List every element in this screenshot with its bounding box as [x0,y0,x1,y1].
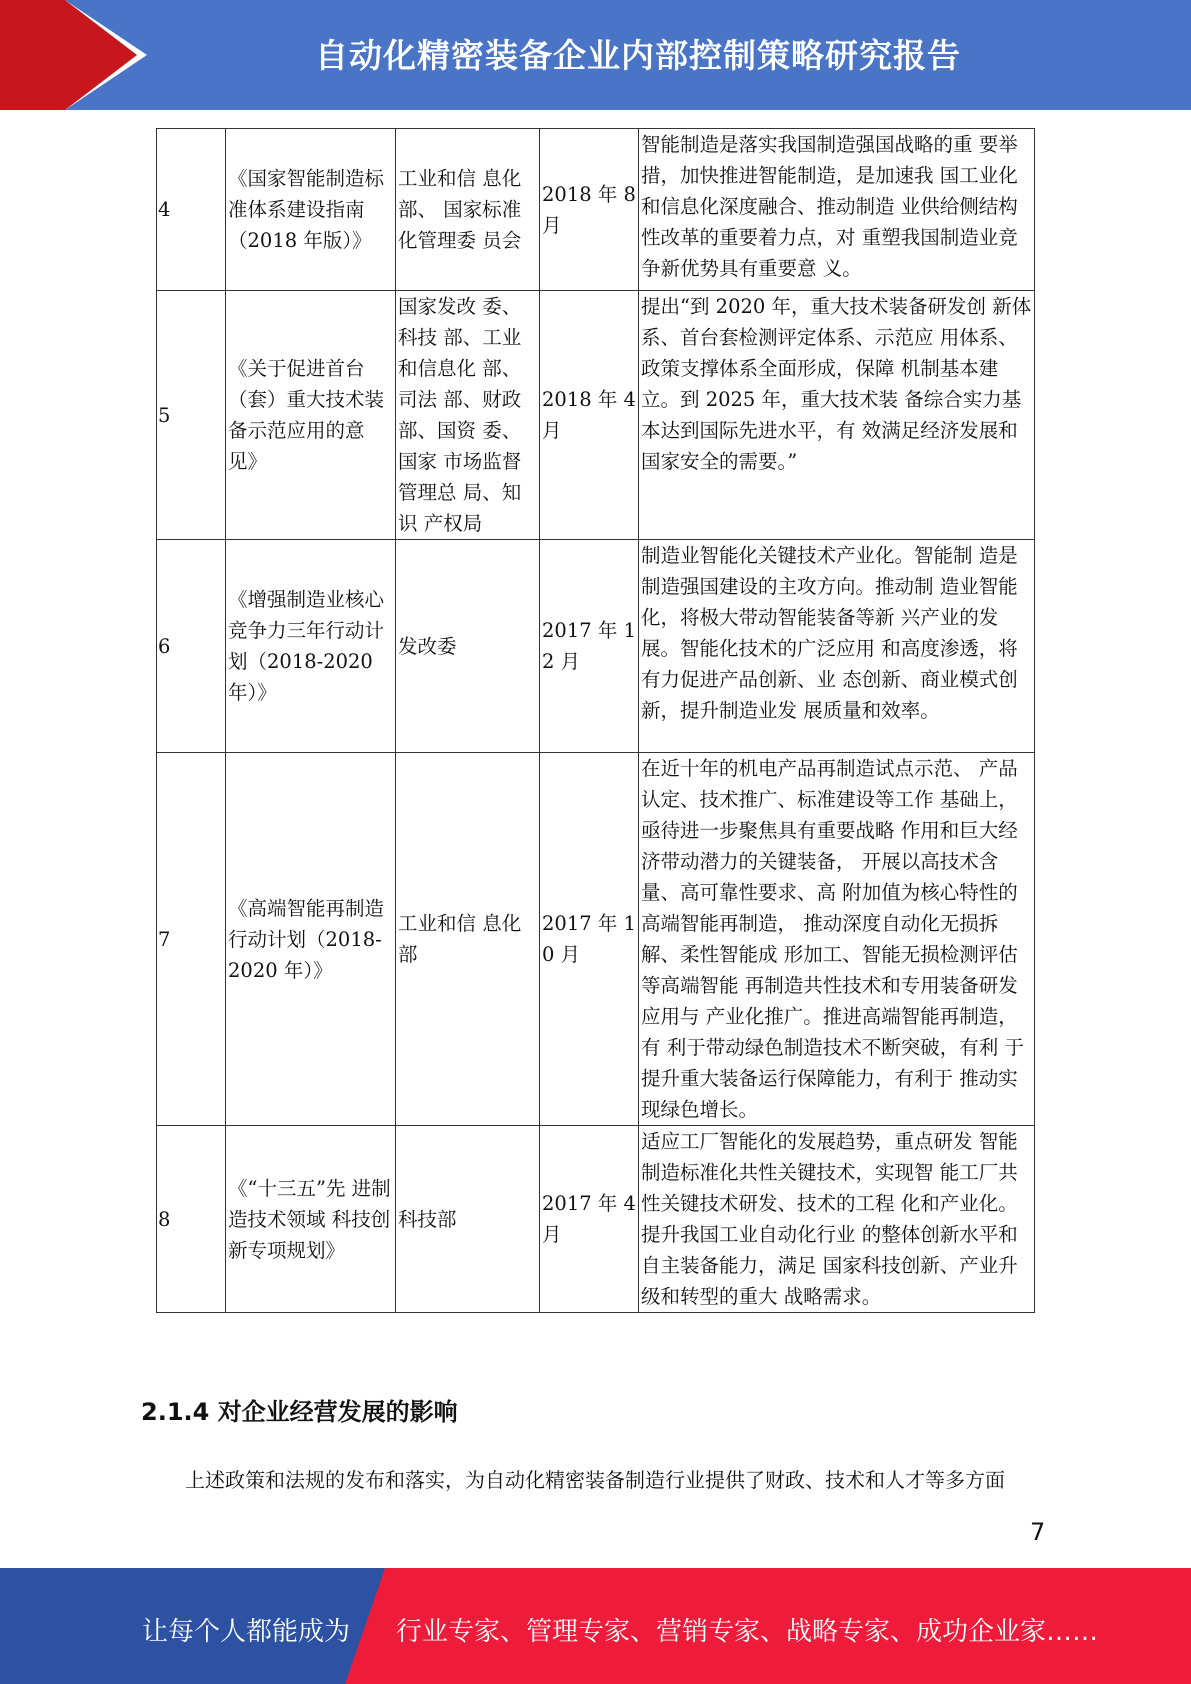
footer-blue-slant [345,1568,385,1684]
issuing-department: 工业和信 息化部 [396,753,540,1126]
table-row [157,753,1035,1126]
policy-name: 《关于促进首台（套）重大技术装备示范应用的意见》 [226,291,396,540]
policy-description: 提出“到 2020 年，重大技术装备研发创 新体系、首台套检测评定体系、示范应 用体系、政策支撑体系全面形成，保障 机制基本建立。到 2025 年，重大技术装 备综合实力基本达到国际先进水平，有 效满足经济发展和国家安全的需要。” [639,291,1035,540]
policy-name: 《高端智能再制造行动计划（2018-2020 年）》 [226,753,396,1126]
policy-name: 《“十三五”先 进制造技术领域 科技创新专项规划》 [226,1126,396,1313]
page-footer [0,1568,1191,1684]
issue-date: 2017 年 12 月 [540,540,639,753]
policy-name: 《增强制造业核心竞争力三年行动计划（2018-2020 年）》 [226,540,396,753]
row-number: 5 [157,291,226,540]
table-row [157,540,1035,753]
body-paragraph: 上述政策和法规的发布和落实，为自动化精密装备制造行业提供了财政、技术和人才等多方面 [185,1468,1005,1492]
policy-name: 《国家智能制造标准体系建设指南（2018 年版）》 [226,129,396,291]
section-heading: 2.1.4 对企业经营发展的影响 [141,1398,458,1426]
table-row [157,291,1035,540]
policy-description: 适应工厂智能化的发展趋势，重点研发 智能制造标准化共性关键技术，实现智 能工厂共性关键技术研发、技术的工程 化和产业化。提升我国工业自动化行业 的整体创新水平和自主装备能力，满足 国家科技创新、产业升级和转型的重大 战略需求。 [639,1126,1035,1313]
issue-date: 2017 年 10 月 [540,753,639,1126]
issuing-department: 发改委 [396,540,540,753]
issuing-department: 科技部 [396,1126,540,1313]
issue-date: 2018 年 8 月 [540,129,639,291]
row-number: 8 [157,1126,226,1313]
issue-date: 2017 年 4 月 [540,1126,639,1313]
policy-description: 智能制造是落实我国制造强国战略的重 要举措，加快推进智能制造，是加速我 国工业化和信息化深度融合、推动制造 业供给侧结构性改革的重要着力点，对 重塑我国制造业竞争新优势具有重要意 义。 [639,129,1035,291]
policy-description: 制造业智能化关键技术产业化。智能制 造是制造强国建设的主攻方向。推动制 造业智能化，将极大带动智能装备等新 兴产业的发展。智能化技术的广泛应用 和高度渗透，将有力促进产品创新、业 态创新、商业模式创新，提升制造业发 展质量和效率。 [639,540,1035,753]
page-number: 7 [1030,1518,1046,1546]
page-header [0,0,1191,110]
table-row [157,1126,1035,1313]
policy-description: 在近十年的机电产品再制造试点示范、 产品认定、技术推广、标准建设等工作 基础上，亟待进一步聚焦具有重要战略 作用和巨大经济带动潜力的关键装备， 开展以高技术含量、高可靠性要求、高 附加值为核心特性的高端智能再制造， 推动深度自动化无损拆解、柔性智能成 形加工、智能无损检测评估等高端智能 再制造共性技术和专用装备研发应用与 产业化推广。推进高端智能再制造，有 利于带动绿色制造技术不断突破，有利 于提升重大装备运行保障能力，有利于 推动实现绿色增长。 [639,753,1035,1126]
policy-table [156,128,1035,1313]
table-row [157,129,1035,291]
row-number: 6 [157,540,226,753]
issue-date: 2018 年 4 月 [540,291,639,540]
row-number: 4 [157,129,226,291]
issuing-department: 工业和信 息化部、 国家标准化管理委 员会 [396,129,540,291]
report-title: 自动化精密装备企业内部控制策略研究报告 [315,36,961,75]
issuing-department: 国家发改 委、科技 部、工业和信息化 部、司法 部、财政部、国资 委、国家 市场监督管理总 局、知识 产权局 [396,291,540,540]
footer-slogan-left: 让每个人都能成为 [142,1617,351,1647]
row-number: 7 [157,753,226,1126]
footer-slogan-right: 行业专家、管理专家、营销专家、战略专家、成功企业家…… [396,1617,1099,1647]
